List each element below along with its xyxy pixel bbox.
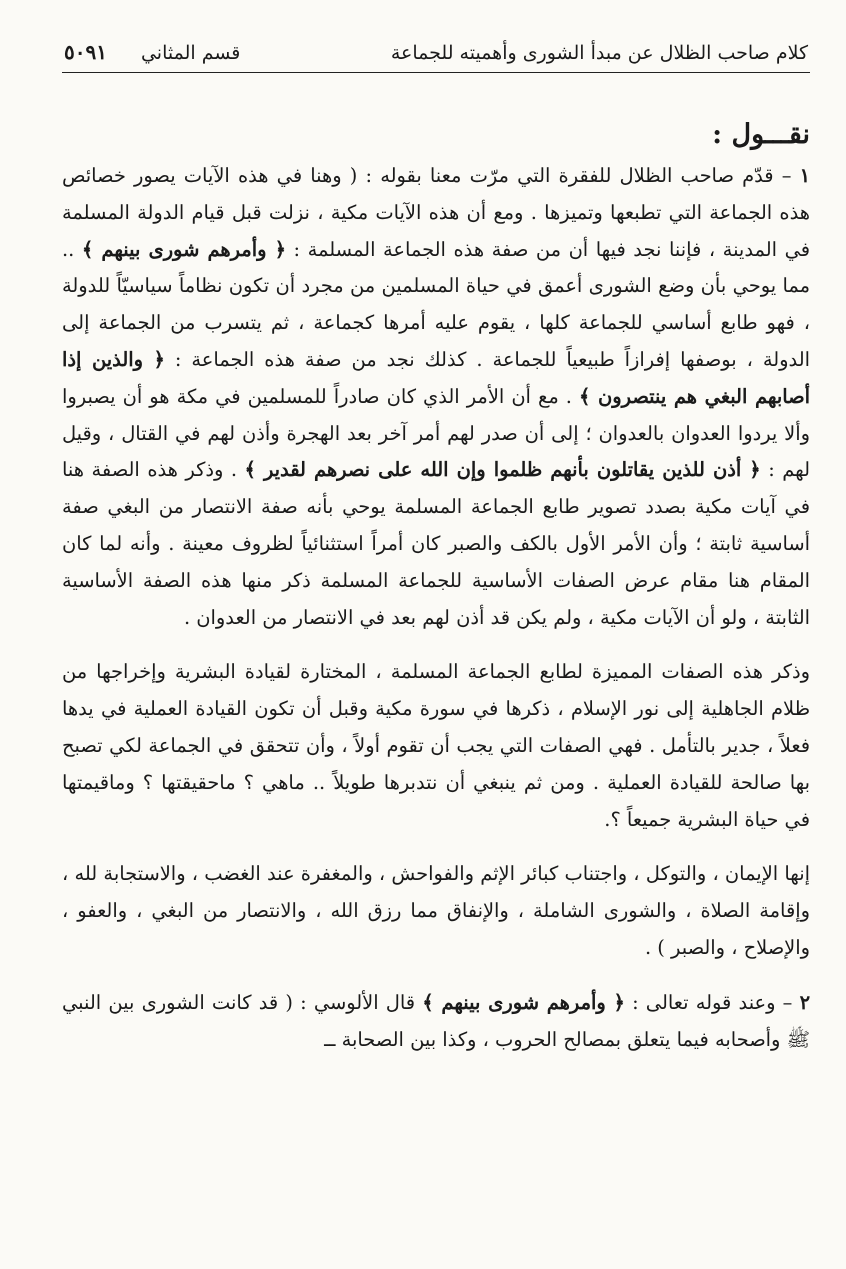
paragraph-4 xyxy=(62,985,810,1059)
item-number: ١ xyxy=(799,164,810,187)
quran-quote: ﴿ والذين إذا أصابهم البغي هم ينتصرون ﴾ xyxy=(62,347,810,408)
paragraph-3 xyxy=(62,856,810,966)
paragraph-2 xyxy=(62,654,810,838)
body-text xyxy=(62,158,810,1058)
quran-quote: ﴿ وأمرهم شورى بينهم ﴾ xyxy=(422,990,625,1014)
section-label: قسم المثاني xyxy=(140,42,241,64)
paragraph-text: – قدّم صاحب الظلال للفقرة التي مرّت معنا بقوله : ( وهنا في هذه الآيات يصور خصائص هذه الجماعة التي تطبعها وتميزها . ومع أن هذه الآيات مكية ، نزلت قبل قيام الدولة المسلمة في المدينة ، فإننا نجد فيها أن من صفة هذه الجماعة المسلمة : xyxy=(62,164,810,261)
quran-quote: ﴿ وأمرهم شورى بينهم ﴾ xyxy=(81,237,286,261)
paragraph-text: .. مما يوحي بأن وضع الشورى أعمق في حياة المسلمين من مجرد أن تكون نظاماً سياسيّاً للدولة ، فهو طابع أساسي للجماعة كلها ، يقوم عليه أمرها كجماعة ، ثم يتسرب من الجماعة إلى الدولة ، بوصفها إفرازاً طبيعياً للجماعة . كذلك نجد من صفة هذه الجماعة : xyxy=(62,237,810,371)
paragraph-1 xyxy=(62,158,810,636)
paragraph-text: إنها الإيمان ، والتوكل ، واجتناب كبائر الإثم والفواحش ، والمغفرة عند الغضب ، والاستجابة لله ، وإقامة الصلاة ، والشورى الشاملة ، والإنفاق مما رزق الله ، والانتصار من البغي ، والعفو ، والإصلاح ، والصبر ) . xyxy=(62,862,810,959)
running-title: كلام صاحب الظلال عن مبدأ الشورى وأهميته للجماعة xyxy=(390,42,808,64)
running-header xyxy=(62,40,810,73)
page-number: ٥٠٩١ xyxy=(64,40,107,64)
book-page xyxy=(62,40,810,1058)
paragraph-text: . مع أن الأمر الذي كان صادراً للمسلمين في مكة هو أن يصبروا وألا يردوا العدوان بالعدوان ؛ إلى أن صدر لهم أمر آخر بعد الهجرة وأذن لهم في القتال ، وقيل لهم : xyxy=(62,384,810,482)
paragraph-text: وذكر هذه الصفات المميزة لطابع الجماعة المسلمة ، المختارة لقيادة البشرية وإخراجها من ظلام الجاهلية إلى نور الإسلام ، ذكرها في سورة مكية وقبل أن تكون القيادة العملية في يدها فعلاً ، جدير بالتأمل . فهي الصفات التي يجب أن تقوم أولاً ، وأن تتحقق في الجماعة لكي تصبح بها صالحة للقيادة العملية . ومن ثم ينبغي أن نتدبرها طويلاً .. ماهي ؟ ماحقيقتها ؟ وماقيمتها في حياة البشرية جميعاً ؟. xyxy=(62,660,810,831)
item-number: ٢ xyxy=(799,990,810,1014)
paragraph-text: . وذكر هذه الصفة هنا في آيات مكية بصدد تصوير طابع الجماعة المسلمة يوحي بأنه صفة الانتصار من البغي صفة أساسية ثابتة ؛ وأن الأمر الأول بالكف والصبر كان أمراً استثنائياً لظروف معينة . وأنه لما كان المقام هنا مقام عرض الصفات الأساسية للجماعة المسلمة ذكر منها هذه الصفة الأساسية الثابتة ، ولو أن الآيات مكية ، ولم يكن قد أذن لهم بعد في الانتصار من العدوان . xyxy=(62,458,810,629)
paragraph-text: قال الألوسي : ( قد كانت الشورى بين النبي ﷺ وأصحابه فيما يتعلق بمصالح الحروب ، وكذا بين الصحابة ــ xyxy=(62,990,810,1051)
section-heading: نقـــول : xyxy=(712,119,810,150)
quran-quote: ﴿ أذن للذين يقاتلون بأنهم ظلموا وإن الله على نصرهم لقدير ﴾ xyxy=(244,458,761,482)
paragraph-text: – وعند قوله تعالى : xyxy=(624,990,800,1014)
